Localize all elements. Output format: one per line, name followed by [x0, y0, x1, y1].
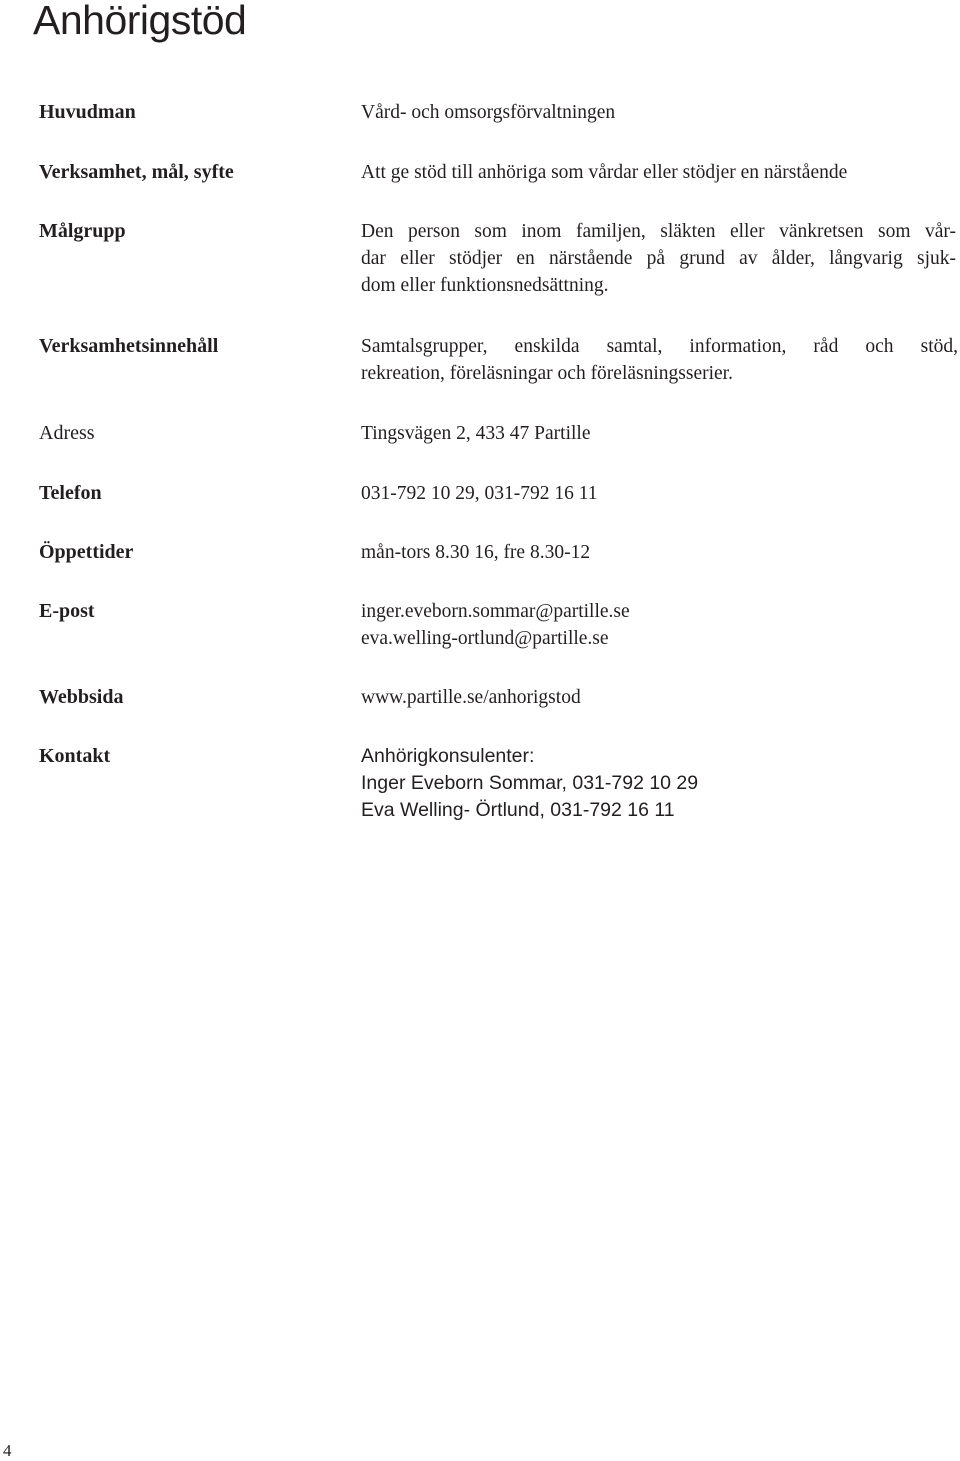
row-label: Telefon — [39, 482, 102, 504]
row-value — [361, 99, 958, 126]
row-value — [361, 539, 958, 566]
row-label: Öppettider — [39, 541, 134, 563]
value-line: 031-792 10 29, 031-792 16 11 — [361, 483, 598, 504]
value-line: rekreation, föreläsningar och föreläsningsserier. — [361, 363, 733, 384]
row-value — [361, 420, 958, 447]
email-link[interactable]: inger.eveborn.sommar@partille.se — [361, 601, 630, 622]
value-line: Eva Welling- Örtlund, 031-792 16 11 — [361, 799, 675, 821]
value-line: Vård- och omsorgsförvaltningen — [361, 102, 616, 123]
row-value — [361, 743, 958, 824]
value-line: dom eller funktionsnedsättning. — [361, 275, 609, 296]
value-line: dar eller stödjer en närstående på grund av ålder, långvarig sjuk- — [361, 248, 956, 269]
row-value — [361, 333, 958, 387]
row-value — [361, 480, 958, 507]
value-line: mån-tors 8.30 16, fre 8.30-12 — [361, 542, 591, 563]
row-value — [361, 598, 958, 652]
page-number: 4 — [3, 1441, 12, 1460]
page-title: Anhörigstöd — [33, 0, 247, 43]
row-label: Adress — [39, 422, 95, 444]
row-label: Verksamhetsinnehåll — [39, 335, 219, 357]
row-label: Webbsida — [39, 686, 124, 708]
value-line: Anhörigkonsulenter: — [361, 745, 535, 767]
row-label: Huvudman — [39, 101, 136, 123]
value-line: Att ge stöd till anhöriga som vårdar eller stödjer en närstående — [361, 162, 848, 183]
value-line: Den person som inom familjen, släkten eller vänkretsen som vår- — [361, 221, 956, 242]
row-value — [361, 159, 958, 186]
row-value — [361, 218, 956, 299]
value-line: Tingsvägen 2, 433 47 Partille — [361, 423, 591, 444]
value-line: Inger Eveborn Sommar, 031-792 10 29 — [361, 772, 699, 794]
email-link[interactable]: eva.welling-ortlund@partille.se — [361, 628, 609, 649]
row-label: Kontakt — [39, 745, 111, 767]
row-label: Målgrupp — [39, 220, 126, 242]
value-line: Samtalsgrupper, enskilda samtal, information, råd och stöd, — [361, 336, 958, 357]
row-label: E-post — [39, 600, 95, 622]
row-label: Verksamhet, mål, syfte — [39, 161, 234, 183]
row-value — [361, 684, 958, 711]
website-link[interactable]: www.partille.se/anhorigstod — [361, 687, 581, 708]
